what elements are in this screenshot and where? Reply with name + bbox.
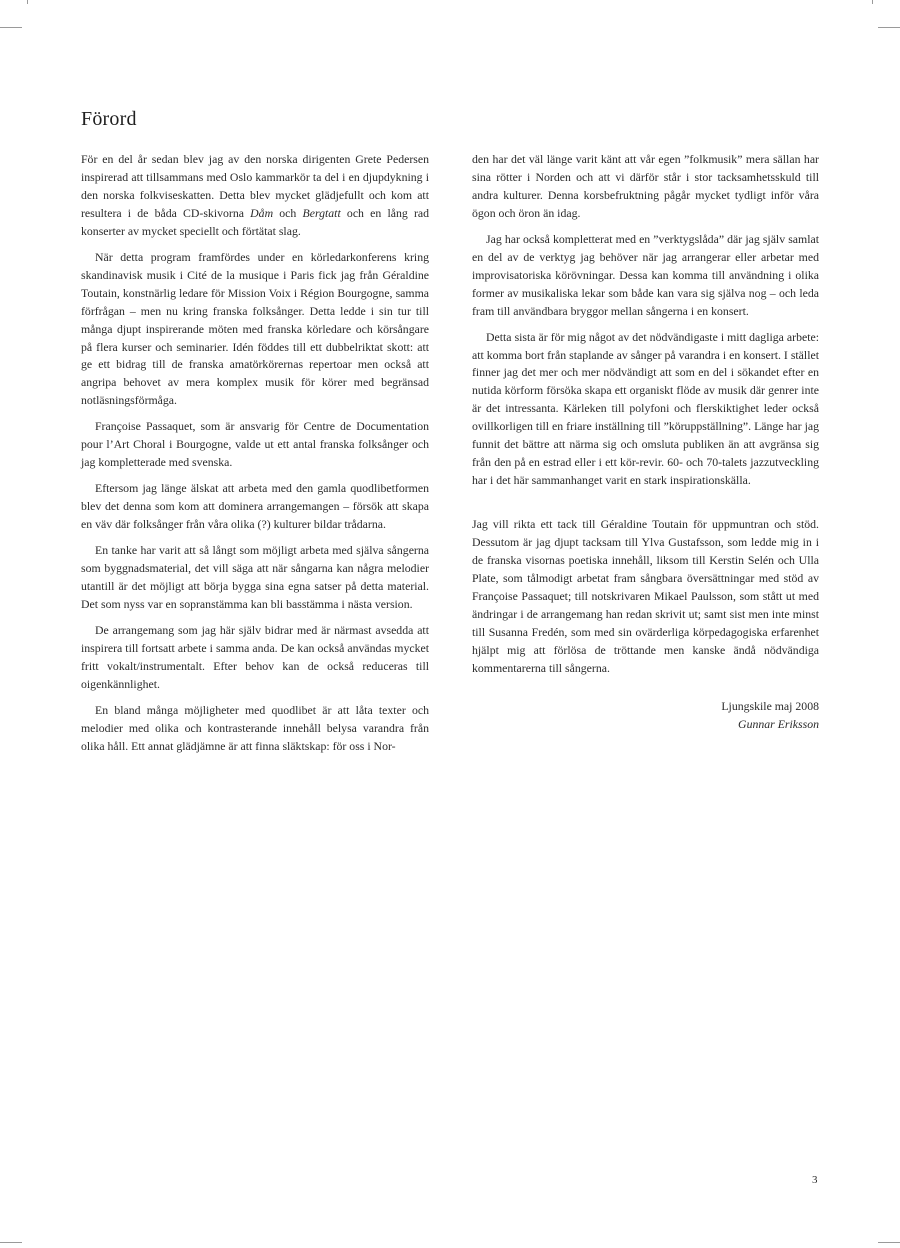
- right-column: [472, 151, 819, 734]
- paragraph-intro-end: och en lång rad konserter av mycket speciellt och förtätat slag.: [81, 205, 430, 238]
- paragraph: Eftersom jag länge älskat att arbeta med den gamla quodlibetformen blev det denna som kom att dominera arrangemangen – försök att skapa en väv där folksånger från våra olika (?) kulturer bildar trådarna.: [81, 481, 429, 532]
- acknowledgements-paragraph: Jag vill rikta ett tack till Géraldine Toutain för uppmuntran och stöd. Dessutom är jag djupt tacksam till Ylva Gustafsson, som ledde mig in i de franska visornas poetiska innehåll, liksom till Kerstin Selén och Ulla Plate, som tålmodigt arbetat fram sångbara översättningar med stöd av Françoise Passaquet; till notskrivaren Mikael Paulsson, som stått ut med ändringar i de arrangemang han redan skrivit ut; samt sist men inte minst till Susanna Fredén, som med sin ovärderliga körpedagogiska erfarenhet hjälpt mig att förlösa de tröttande men kanske ändå nödvändiga kommentarerna till sångerna.: [472, 517, 819, 675]
- crop-mark-bottom-left: [0, 1242, 22, 1243]
- crop-mark-bottom-right: [878, 1242, 900, 1243]
- signature-place-date: Ljungskile maj 2008: [721, 698, 819, 713]
- crop-mark-top-left-horizontal: [0, 27, 22, 28]
- album-title-bergtatt: Bergtatt: [302, 205, 341, 220]
- paragraph: En bland många möjligheter med quodlibet är att låta texter och melodier med olika och kontrasterande innehåll belysa varandra från olika håll. Ett annat glädjämne är att finna släktskap: för oss i Nor-: [81, 702, 429, 753]
- album-title-dam: Dåm: [250, 205, 274, 220]
- crop-mark-top-right-vertical: [872, 0, 873, 4]
- page-number: 3: [812, 1174, 818, 1186]
- paragraph: Detta sista är för mig något av det nödvändigaste i mitt dagliga arbete: att komma bort från staplande av sånger på varandra i en konsert. I stället finner jag det mer och mer nödvändigt att som en del i sökandet efter en nutida körform försöka skapa ett organiskt flöde av musik där genrer inte är det intressanta. Kärleken till polyfoni och flerskiktighet leder också ovillkorligen till en friare inställning till ”köruppställning”. Länge har jag funnit det bättre att närma sig och omsluta publiken än att avgränsa sig från den på en estrad eller i ett kör-revir. 60- och 70-talets jazzutveckling har i det här sammanhanget varit en stark inspirationskälla.: [472, 329, 819, 488]
- paragraph: En tanke har varit att så långt som möjligt arbeta med själva sångerna som byggnadsmaterial, det vill säga att när sångarna kan några melodier utantill är det möjligt att börja bygga sina egna satser på detta material. Det som nyss var en sopranstämma kan bli basstämma i nästa version.: [81, 543, 429, 611]
- section-gap: [472, 498, 819, 516]
- paragraph-intro: [81, 151, 429, 241]
- paragraph: De arrangemang som jag här själv bidrar med är närmast avsedda att inspirera till fortsatt arbete i samma anda. De kan också användas mycket fritt vokalt/instrumentalt. Efter behov kan de också reduceras till oigenkännlighet.: [81, 622, 429, 691]
- paragraph: Françoise Passaquet, som är ansvarig för Centre de Documentation pour l’Art Choral i Bourgogne, valde ut ett antal franska folksånger och jag kompletterade med svenska.: [81, 419, 429, 470]
- paragraph-intro-text: För en del år sedan blev jag av den norska dirigenten Grete Pedersen inspirerad att tillsammans med Oslo kammarkör ta del i en djupdykning i den norska folkviseskatten. Detta blev mycket glädjefullt och kom att resultera i de båda CD-skivorna: [81, 152, 429, 220]
- left-column: [81, 151, 429, 764]
- crop-mark-top-right-horizontal: [878, 27, 900, 28]
- crop-mark-top-left-vertical: [27, 0, 28, 4]
- signature-author: Gunnar Eriksson: [738, 716, 819, 731]
- paragraph-intro-mid: och: [273, 205, 303, 220]
- paragraph: När detta program framfördes under en körledarkonferens kring skandinavisk musik i Cité de la musique i Paris fick jag från Géraldine Toutain, konstnärlig ledare för Mission Voix i Région Bourgogne, samma förfrågan – men nu kring franska folksånger. Detta ledde i sin tur till många djupt inspirerande möten med franska körledare och körsångare på flera kurser och seminarier. Idén föddes till ett dubbelriktat skott: att ge ett bidrag till de franska amatörkörernas repertoar men också att angripa behovet av mera komplex musik för körer med begränsad notläsningsförmåga.: [81, 249, 429, 408]
- page-title: Förord: [81, 108, 137, 130]
- paragraph: Jag har också kompletterat med en ”verktygslåda” där jag själv samlat en del av de verktyg jag behöver när jag arrangerar eller arbetar med improvisatoriska körövningar. Dessa kan komma till användning i olika former av musikaliska lekar som både kan vara sig själva nog – och leda fram till användbara bryggor mellan sångerna i en konsert.: [472, 231, 819, 318]
- paragraph-continued: den har det väl länge varit känt att vår egen ”folkmusik” mera sällan har sina rötter i Norden och att vi därför står i stor tacksamhetsskuld till andra kulturer. Denna korsbefruktning pågår mycket tydligt inför våra ögon och öron än idag.: [472, 152, 819, 220]
